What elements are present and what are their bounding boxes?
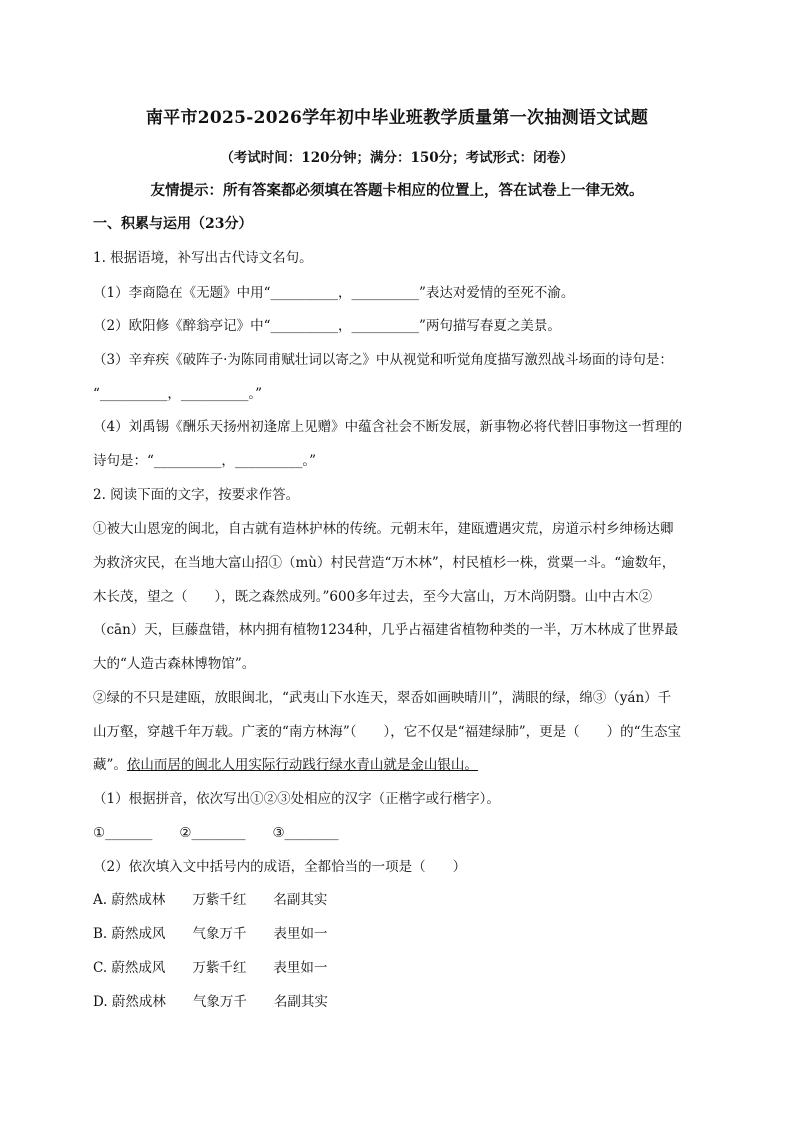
q1-part2: （2）欧阳修《醉翁亭记》中“__________，__________”两句描写春夏之美景。	[93, 318, 561, 334]
q1-stem: 1. 根据语境，补写出古代诗文名句。	[93, 250, 313, 266]
q1-part3-line1: （3）辛弃疾《破阵子·为陈同甫赋壮词以寄之》中从视觉和听觉角度描写激烈战斗场面的诗句是：	[93, 352, 673, 368]
q1-part1: （1）李商隐在《无题》中用“__________，__________”表达对爱情的至死不渝。	[93, 285, 575, 301]
exam-subtitle: （考试时间：120分钟；满分：150分；考试形式：闭卷）	[220, 150, 574, 166]
q2-para2-line3-prefix: 藏”。	[93, 757, 127, 773]
option-d: D. 蔚然成林 气象万千 名副其实	[93, 994, 328, 1010]
q2-sub1: （1）根据拼音，依次写出①②③处相应的汉字（正楷字或行楷字）。	[93, 791, 500, 807]
q1-part3-line2: “__________，__________。”	[93, 386, 263, 402]
underlined-sentence: 依山而居的闽北人用实际行动践行绿水青山就是金山银山。	[126, 757, 478, 773]
q2-para1-line3: 木长茂，望之（ ），既之森然成列。”600多年过去，至今大富山，万木尚阴翳。山中古木②	[93, 589, 653, 605]
q1-part4-line2: 诗句是：“__________，__________。”	[93, 453, 317, 469]
q2-para1-line4: （cān）天，巨藤盘错，林内拥有植物1234种，几乎占福建省植物种类的一半，万木林成了世界最	[93, 622, 679, 638]
q2-para2-line2: 山万壑，穿越千年万载。广袤的“南方林海”（ ），它不仅是“福建绿肺”，更是（ ）的“生态宝	[93, 724, 682, 740]
q2-para2-line3	[93, 753, 478, 773]
q2-para1-line1: ①被大山恩宠的闽北，自古就有造林护林的传统。元朝末年，建瓯遭遇灾荒，房道示村乡绅杨达卿	[93, 521, 674, 537]
option-c: C. 蔚然成风 万紫千红 表里如一	[93, 960, 328, 976]
option-b: B. 蔚然成风 气象万千 表里如一	[93, 926, 328, 942]
exam-title: 南平市2025-2026学年初中毕业班教学质量第一次抽测语文试题	[145, 108, 649, 128]
option-a: A. 蔚然成林 万紫千红 名副其实	[93, 892, 328, 908]
exam-tip: 友情提示：所有答案都必须填在答题卡相应的位置上，答在试卷上一律无效。	[150, 182, 644, 199]
q2-sub2: （2）依次填入文中括号内的成语，全都恰当的一项是（ ）	[93, 859, 467, 875]
q1-part4-line1: （4）刘禹锡《酬乐天扬州初逢席上见赠》中蕴含社会不断发展，新事物必将代替旧事物这一哲理的	[93, 419, 683, 435]
q2-stem: 2. 阅读下面的文字，按要求作答。	[93, 487, 300, 503]
q2-para1-line2: 为救济灾民，在当地大富山招①（mù）村民营造“万木林”，村民植杉一株，赏粟一斗。“逾数年，	[93, 555, 676, 571]
q2-sub1-blanks: ①_______ ②________ ③________	[93, 825, 339, 841]
q2-para2-line1: ②绿的不只是建瓯，放眼闽北，“武夷山下水连天，翠岙如画映晴川”，满眼的绿，绵③（yán）千	[93, 690, 672, 706]
q2-para1-line5: 大的“人造古森林博物馆”。	[93, 656, 256, 672]
section-heading: 一、积累与运用（23分）	[93, 216, 253, 232]
